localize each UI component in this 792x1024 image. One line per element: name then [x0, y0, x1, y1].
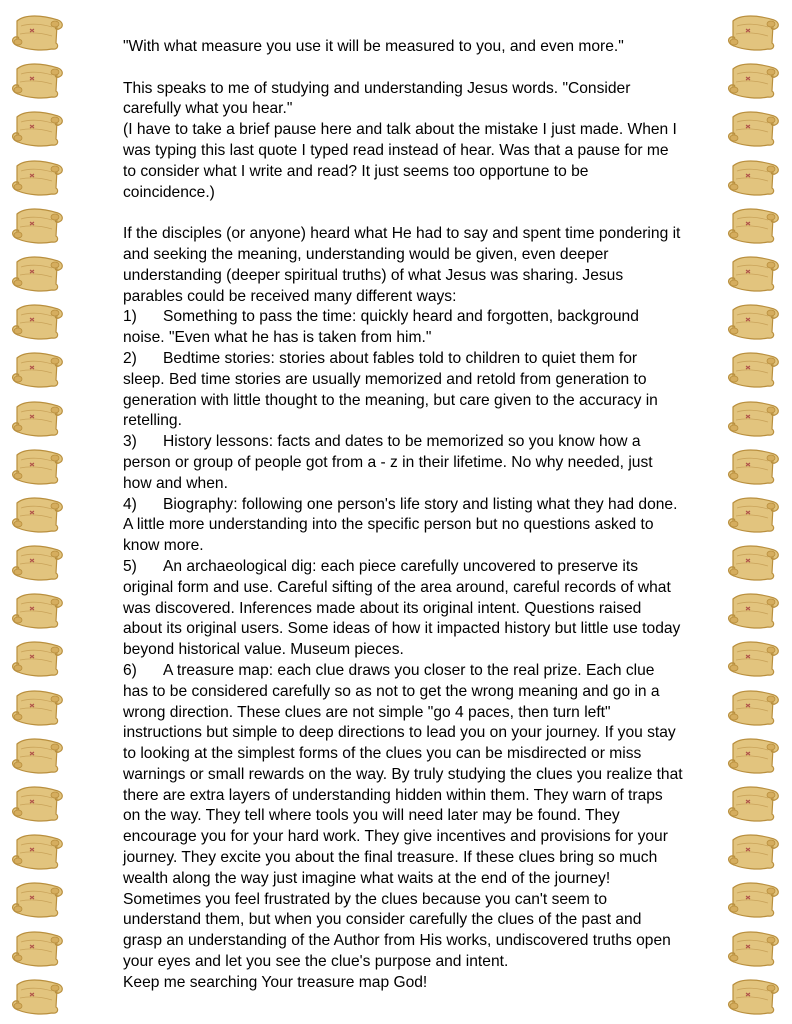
- parchment-scroll-icon: [724, 976, 782, 1016]
- right-scroll-border: [724, 12, 782, 1016]
- parchment-scroll-icon: [724, 542, 782, 582]
- parchment-scroll-icon: [724, 157, 782, 197]
- parchment-scroll-icon: [8, 590, 66, 630]
- intro-paragraph: This speaks to me of studying and understanding Jesus words. "Consider carefully what you hear.": [123, 79, 631, 118]
- paragraph-gap: [123, 58, 683, 79]
- list-text: Biography: following one person's life story and listing what they had done. A little more understanding into the specific person but no questions asked to know more.: [123, 495, 678, 555]
- disciples-paragraph: If the disciples (or anyone) heard what He had to say and spent time pondering it and seeking the meaning, understanding would be given, even deeper understanding (deeper spiritual truths) of what Jesus was sharing. Jesus parables could be received many different ways:: [123, 225, 681, 305]
- parchment-scroll-icon: [8, 638, 66, 678]
- list-number: 3): [123, 433, 137, 451]
- parchment-scroll-icon: [724, 928, 782, 968]
- parchment-scroll-icon: [724, 879, 782, 919]
- parchment-scroll-icon: [724, 446, 782, 486]
- list-text: Bedtime stories: stories about fables told to children to quiet them for sleep. Bed time stories are usually memorized and retold from generation to generation with little thought to the meaning, but care given to the accuracy in retelling.: [123, 349, 658, 430]
- list-item-4: [123, 495, 683, 557]
- parchment-scroll-icon: [724, 831, 782, 871]
- parchment-scroll-icon: [724, 349, 782, 389]
- list-text: Something to pass the time: quickly heard and forgotten, background noise. "Even what he has is taken from him.": [123, 308, 639, 347]
- document-body: [123, 37, 683, 994]
- parchment-scroll-icon: [724, 735, 782, 775]
- list-number: 6): [123, 661, 137, 679]
- parchment-scroll-icon: [724, 205, 782, 245]
- parchment-scroll-icon: [8, 12, 66, 52]
- parchment-scroll-icon: [724, 494, 782, 534]
- parchment-scroll-icon: [724, 687, 782, 727]
- parchment-scroll-icon: [724, 398, 782, 438]
- list-item-6: [123, 661, 683, 973]
- parchment-scroll-icon: [8, 494, 66, 534]
- parchment-scroll-icon: [8, 157, 66, 197]
- parchment-scroll-icon: [8, 976, 66, 1016]
- parchment-scroll-icon: [8, 928, 66, 968]
- parchment-scroll-icon: [8, 108, 66, 148]
- paragraph-gap: [123, 203, 683, 224]
- parchment-scroll-icon: [8, 301, 66, 341]
- parchment-scroll-icon: [8, 60, 66, 100]
- list-text: An archaeological dig: each piece carefully uncovered to preserve its original form and use. Careful sifting of the area around, careful records of what was discovered. Inferences made about its original intent. Questions raised about its original users. Some ideas of how it impacted history but little use today beyond historical value. Museum pieces.: [123, 557, 681, 659]
- parchment-scroll-icon: [8, 735, 66, 775]
- parchment-scroll-icon: [8, 446, 66, 486]
- parchment-scroll-icon: [724, 12, 782, 52]
- parchment-scroll-icon: [8, 687, 66, 727]
- list-text: A treasure map: each clue draws you closer to the real prize. Each clue has to be considered carefully so as not to get the wrong meaning and go in a wrong direction. These clues are not simple "go 4 paces, then turn left" instructions but simple to deep directions to lead you on your journey. If you stay to looking at the simplest forms of the clues you can be misdirected or miss warnings or small rewards on the way. By truly studying the clues you realize that there are extra layers of understanding hidden within them. They warn of traps on the way. They tell where tools you will need later may be found. They encourage you for your hard work. They give incentives and provisions for your journey. They excite you about the final treasure. If these clues bring so much wealth along the way just imagine what waits at the end of the journey! Sometimes you feel frustrated by the clues because you can't seem to understand them, but when you consider carefully the clues of the past and grasp an understanding of the Author from His works, undiscovered truths open your eyes and let you see the clue's purpose and intent.: [123, 661, 683, 971]
- left-scroll-border: [8, 12, 66, 1016]
- parchment-scroll-icon: [8, 783, 66, 823]
- parchment-scroll-icon: [8, 831, 66, 871]
- closing-line: Keep me searching Your treasure map God!: [123, 973, 428, 991]
- parchment-scroll-icon: [8, 879, 66, 919]
- list-text: History lessons: facts and dates to be memorized so you know how a person or group of people got from a - z in their lifetime. No why needed, just how and when.: [123, 433, 653, 492]
- list-item-3: [123, 432, 683, 494]
- list-item-5: [123, 557, 683, 661]
- parchment-scroll-icon: [724, 253, 782, 293]
- aside-paragraph: (I have to take a brief pause here and talk about the mistake I just made. When I was typing this last quote I typed read instead of hear. Was that a pause for me to consider what I write and read? It just seems too opportune to be coincidence.): [123, 121, 677, 201]
- opening-quote: "With what measure you use it will be measured to you, and even more.": [123, 38, 624, 55]
- parchment-scroll-icon: [8, 253, 66, 293]
- parchment-scroll-icon: [724, 108, 782, 148]
- parchment-scroll-icon: [8, 542, 66, 582]
- list-number: 2): [123, 349, 137, 367]
- parchment-scroll-icon: [724, 301, 782, 341]
- parchment-scroll-icon: [724, 638, 782, 678]
- parchment-scroll-icon: [8, 205, 66, 245]
- list-item-1: [123, 307, 683, 349]
- list-item-2: [123, 349, 683, 432]
- list-number: 1): [123, 308, 137, 326]
- parchment-scroll-icon: [8, 398, 66, 438]
- list-number: 4): [123, 495, 137, 513]
- parchment-scroll-icon: [8, 349, 66, 389]
- parchment-scroll-icon: [724, 60, 782, 100]
- list-number: 5): [123, 557, 137, 575]
- parchment-scroll-icon: [724, 783, 782, 823]
- parchment-scroll-icon: [724, 590, 782, 630]
